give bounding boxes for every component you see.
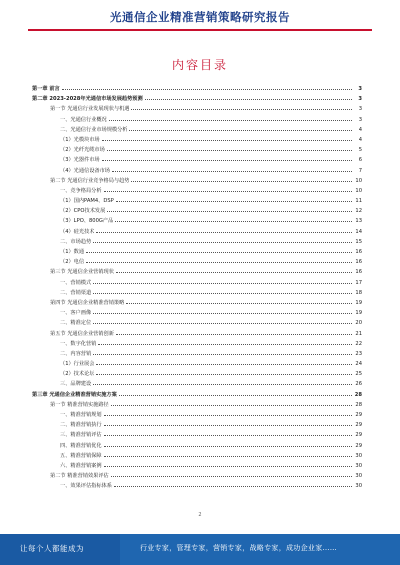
toc-dot-leader bbox=[104, 445, 352, 447]
toc-entry-label: （2）CPO技术发展 bbox=[60, 208, 106, 215]
toc-entry[interactable] bbox=[32, 104, 362, 114]
toc-entry[interactable] bbox=[32, 278, 362, 288]
toc-entry-page: 28 bbox=[354, 391, 362, 398]
toc-entry[interactable] bbox=[32, 400, 362, 410]
toc-entry-label: （1）行业展会 bbox=[60, 361, 95, 368]
toc-entry-page: 21 bbox=[355, 330, 362, 337]
toc-entry-label: 二、市场趋势 bbox=[60, 238, 92, 245]
toc-dot-leader bbox=[62, 88, 352, 90]
toc-entry[interactable] bbox=[32, 318, 362, 328]
toc-dot-leader bbox=[93, 241, 352, 243]
toc-entry[interactable] bbox=[32, 84, 362, 94]
toc-entry-label: 一、竞争格局分析 bbox=[60, 187, 102, 194]
toc-entry-label: （2）技术论坛 bbox=[60, 371, 95, 378]
toc-entry-label: 五、精准营销保障 bbox=[60, 452, 102, 459]
toc-entry-label: 第五节 光通信企业营销创新 bbox=[50, 330, 114, 337]
toc-entry[interactable] bbox=[32, 267, 362, 277]
toc-entry-page: 22 bbox=[355, 340, 362, 347]
toc-entry-label: 二、内容营销 bbox=[60, 350, 92, 357]
toc-entry-page: 3 bbox=[358, 106, 362, 113]
toc-entry[interactable] bbox=[32, 329, 362, 339]
toc-entry-label: 二、光通信行业市场规模分析 bbox=[60, 126, 128, 133]
toc-entry-page: 17 bbox=[355, 279, 362, 286]
toc-entry-label: 一、光通信行业概况 bbox=[60, 116, 107, 123]
toc-dot-leader bbox=[104, 424, 352, 426]
toc-dot-leader bbox=[93, 282, 352, 284]
toc-dot-leader bbox=[111, 404, 352, 406]
toc-entry-label: （4）硅光技术 bbox=[60, 228, 95, 235]
toc-entry-page: 5 bbox=[358, 147, 362, 154]
toc-entry-label: 二、精准定位 bbox=[60, 320, 92, 327]
table-of-contents bbox=[32, 84, 362, 492]
toc-dot-leader bbox=[131, 108, 352, 110]
toc-entry[interactable] bbox=[32, 237, 362, 247]
toc-entry[interactable] bbox=[32, 247, 362, 257]
toc-dot-leader bbox=[115, 220, 352, 222]
toc-dot-leader bbox=[114, 485, 352, 487]
toc-dot-leader bbox=[119, 394, 352, 396]
toc-entry-page: 4 bbox=[358, 136, 362, 143]
toc-entry-page: 7 bbox=[358, 167, 362, 174]
toc-entry[interactable] bbox=[32, 257, 362, 267]
toc-dot-leader bbox=[145, 98, 352, 100]
toc-entry[interactable] bbox=[32, 349, 362, 359]
toc-dot-leader bbox=[98, 343, 352, 345]
toc-entry-label: （3）LPO、800G产品 bbox=[60, 218, 114, 225]
toc-entry-page: 30 bbox=[355, 473, 362, 480]
toc-entry-label: （2）光纤光缆市场 bbox=[60, 147, 105, 154]
toc-entry-page: 16 bbox=[355, 269, 362, 276]
toc-entry-page: 10 bbox=[355, 177, 362, 184]
toc-entry[interactable] bbox=[32, 410, 362, 420]
toc-entry-label: 第四节 光通信企业精准营销策略 bbox=[50, 299, 125, 306]
toc-dot-leader bbox=[104, 434, 352, 436]
toc-entry-page: 6 bbox=[358, 157, 362, 164]
toc-entry[interactable] bbox=[32, 115, 362, 125]
toc-entry[interactable] bbox=[32, 227, 362, 237]
footer-slogan: 让每个人都能成为 bbox=[20, 544, 84, 553]
toc-entry-label: 一、精准营销规划 bbox=[60, 412, 102, 418]
toc-entry-page: 11 bbox=[355, 198, 362, 205]
toc-entry-page: 25 bbox=[355, 371, 362, 378]
toc-entry-page: 29 bbox=[355, 442, 362, 449]
toc-dot-leader bbox=[116, 333, 352, 335]
toc-dot-leader bbox=[129, 129, 352, 131]
toc-entry-label: （1）数通 bbox=[60, 249, 85, 255]
toc-entry[interactable] bbox=[32, 216, 362, 226]
toc-entry[interactable] bbox=[32, 298, 362, 308]
footer-tags: 行业专家，管理专家，营销专家，战略专家，成功企业家…… bbox=[140, 544, 338, 552]
toc-entry-label: 三、精准营销评估 bbox=[60, 432, 102, 439]
toc-entry-page: 24 bbox=[355, 361, 362, 368]
toc-dot-leader bbox=[93, 312, 352, 314]
toc-entry-page: 16 bbox=[355, 249, 362, 255]
toc-entry-page: 29 bbox=[355, 432, 362, 439]
toc-entry-label: （3）光器件市场 bbox=[60, 157, 100, 164]
toc-entry-label: 第一节 精准营销实施路径 bbox=[50, 401, 109, 408]
toc-dot-leader bbox=[116, 200, 352, 202]
toc-dot-leader bbox=[86, 261, 352, 263]
toc-dot-leader bbox=[112, 170, 352, 172]
toc-entry-label: 二、营销渠道 bbox=[60, 289, 92, 296]
toc-entry[interactable] bbox=[32, 155, 362, 165]
toc-entry-page: 18 bbox=[355, 289, 362, 296]
toc-entry-page: 16 bbox=[355, 259, 362, 266]
toc-entry-page: 23 bbox=[355, 350, 362, 357]
toc-entry-label: 第二节 精准营销效果评估 bbox=[50, 473, 109, 480]
toc-entry-page: 26 bbox=[355, 381, 362, 388]
toc-entry-page: 3 bbox=[358, 116, 362, 123]
toc-entry[interactable] bbox=[32, 441, 362, 451]
toc-entry-page: 13 bbox=[355, 218, 362, 225]
toc-dot-leader bbox=[126, 302, 352, 304]
toc-entry[interactable] bbox=[32, 288, 362, 298]
toc-entry-label: 第三章 光通信企业精准营销实施方案 bbox=[32, 391, 117, 398]
toc-dot-leader bbox=[102, 139, 352, 141]
toc-entry-label: （1）光模块市场 bbox=[60, 136, 100, 143]
toc-entry[interactable] bbox=[32, 308, 362, 318]
toc-entry[interactable] bbox=[32, 430, 362, 440]
toc-entry-label: 二、精准营销执行 bbox=[60, 422, 102, 429]
toc-entry-page: 29 bbox=[355, 412, 362, 418]
toc-entry[interactable] bbox=[32, 94, 362, 104]
toc-entry-page: 14 bbox=[355, 228, 362, 235]
toc-entry-page: 10 bbox=[355, 187, 362, 194]
page-number: 2 bbox=[198, 512, 202, 518]
toc-entry-page: 3 bbox=[358, 86, 362, 92]
toc-entry[interactable] bbox=[32, 420, 362, 430]
toc-dot-leader bbox=[93, 353, 352, 355]
toc-entry[interactable] bbox=[32, 481, 362, 491]
toc-dot-leader bbox=[96, 231, 352, 233]
toc-entry[interactable] bbox=[32, 451, 362, 461]
toc-title: 内容目录 bbox=[171, 58, 228, 72]
toc-entry[interactable] bbox=[32, 166, 362, 176]
toc-entry[interactable] bbox=[32, 471, 362, 481]
toc-entry-page: 3 bbox=[358, 96, 362, 103]
toc-dot-leader bbox=[109, 119, 352, 121]
footer-banner bbox=[0, 534, 400, 565]
toc-dot-leader bbox=[104, 465, 352, 467]
toc-entry-label: 四、精准营销优化 bbox=[60, 442, 102, 449]
toc-entry[interactable] bbox=[32, 125, 362, 135]
toc-entry-label: （2）电信 bbox=[60, 259, 85, 266]
toc-entry-page: 30 bbox=[355, 452, 362, 459]
toc-entry[interactable] bbox=[32, 145, 362, 155]
toc-dot-leader bbox=[131, 180, 352, 182]
toc-entry-label: 第三节 光通信企业营销现状 bbox=[50, 269, 114, 276]
toc-entry-label: 一、数字化营销 bbox=[60, 340, 97, 347]
toc-entry-label: （1）国内PAM4、DSP bbox=[60, 198, 114, 205]
toc-dot-leader bbox=[93, 322, 352, 324]
toc-entry-label: 第一章 前言 bbox=[32, 86, 60, 92]
toc-entry-label: 六、精准营销案例 bbox=[60, 462, 102, 469]
toc-entry[interactable] bbox=[32, 369, 362, 379]
toc-entry[interactable] bbox=[32, 390, 362, 400]
toc-dot-leader bbox=[104, 414, 352, 416]
toc-dot-leader bbox=[107, 210, 352, 212]
toc-entry-page: 12 bbox=[355, 208, 362, 215]
report-header bbox=[0, 0, 400, 36]
toc-entry-label: （4）光通信设备市场 bbox=[60, 167, 110, 174]
header-divider bbox=[28, 29, 372, 31]
toc-dot-leader bbox=[96, 363, 352, 365]
toc-entry-label: 第二章 2023-2028年光通信市场发展趋势预测 bbox=[32, 96, 143, 103]
toc-entry-label: 一、营销模式 bbox=[60, 279, 92, 286]
toc-entry-label: 第二节 光通信行业竞争格局与趋势 bbox=[50, 177, 130, 184]
toc-entry[interactable] bbox=[32, 206, 362, 216]
toc-dot-leader bbox=[93, 383, 352, 385]
toc-entry[interactable] bbox=[32, 176, 362, 186]
toc-entry-page: 19 bbox=[355, 299, 362, 306]
toc-entry-label: 一、客户画像 bbox=[60, 310, 92, 317]
toc-entry-page: 20 bbox=[355, 320, 362, 327]
report-title: 光通信企业精准营销策略研究报告 bbox=[110, 10, 290, 24]
toc-entry-page: 30 bbox=[355, 462, 362, 469]
toc-entry[interactable] bbox=[32, 339, 362, 349]
toc-entry-page: 28 bbox=[355, 401, 362, 408]
toc-entry[interactable] bbox=[32, 135, 362, 145]
toc-entry[interactable] bbox=[32, 196, 362, 206]
toc-entry-page: 19 bbox=[355, 310, 362, 317]
toc-dot-leader bbox=[93, 292, 352, 294]
toc-entry[interactable] bbox=[32, 461, 362, 471]
toc-entry[interactable] bbox=[32, 359, 362, 369]
toc-entry[interactable] bbox=[32, 379, 362, 389]
toc-dot-leader bbox=[104, 455, 352, 457]
toc-entry-label: 第一节 光通信行业发展现状与机遇 bbox=[50, 106, 130, 113]
toc-entry-label: 三、品牌建设 bbox=[60, 381, 92, 388]
toc-dot-leader bbox=[116, 271, 352, 273]
toc-entry-page: 30 bbox=[355, 483, 362, 490]
toc-entry-page: 29 bbox=[355, 422, 362, 429]
toc-entry-page: 4 bbox=[358, 126, 362, 133]
toc-entry-page: 15 bbox=[355, 238, 362, 245]
toc-dot-leader bbox=[96, 373, 352, 375]
toc-entry[interactable] bbox=[32, 186, 362, 196]
toc-dot-leader bbox=[111, 475, 352, 477]
toc-dot-leader bbox=[104, 190, 352, 192]
toc-dot-leader bbox=[107, 149, 352, 151]
toc-dot-leader bbox=[102, 159, 352, 161]
toc-dot-leader bbox=[86, 251, 352, 253]
toc-entry-label: 一、效果评估指标体系 bbox=[60, 483, 112, 490]
